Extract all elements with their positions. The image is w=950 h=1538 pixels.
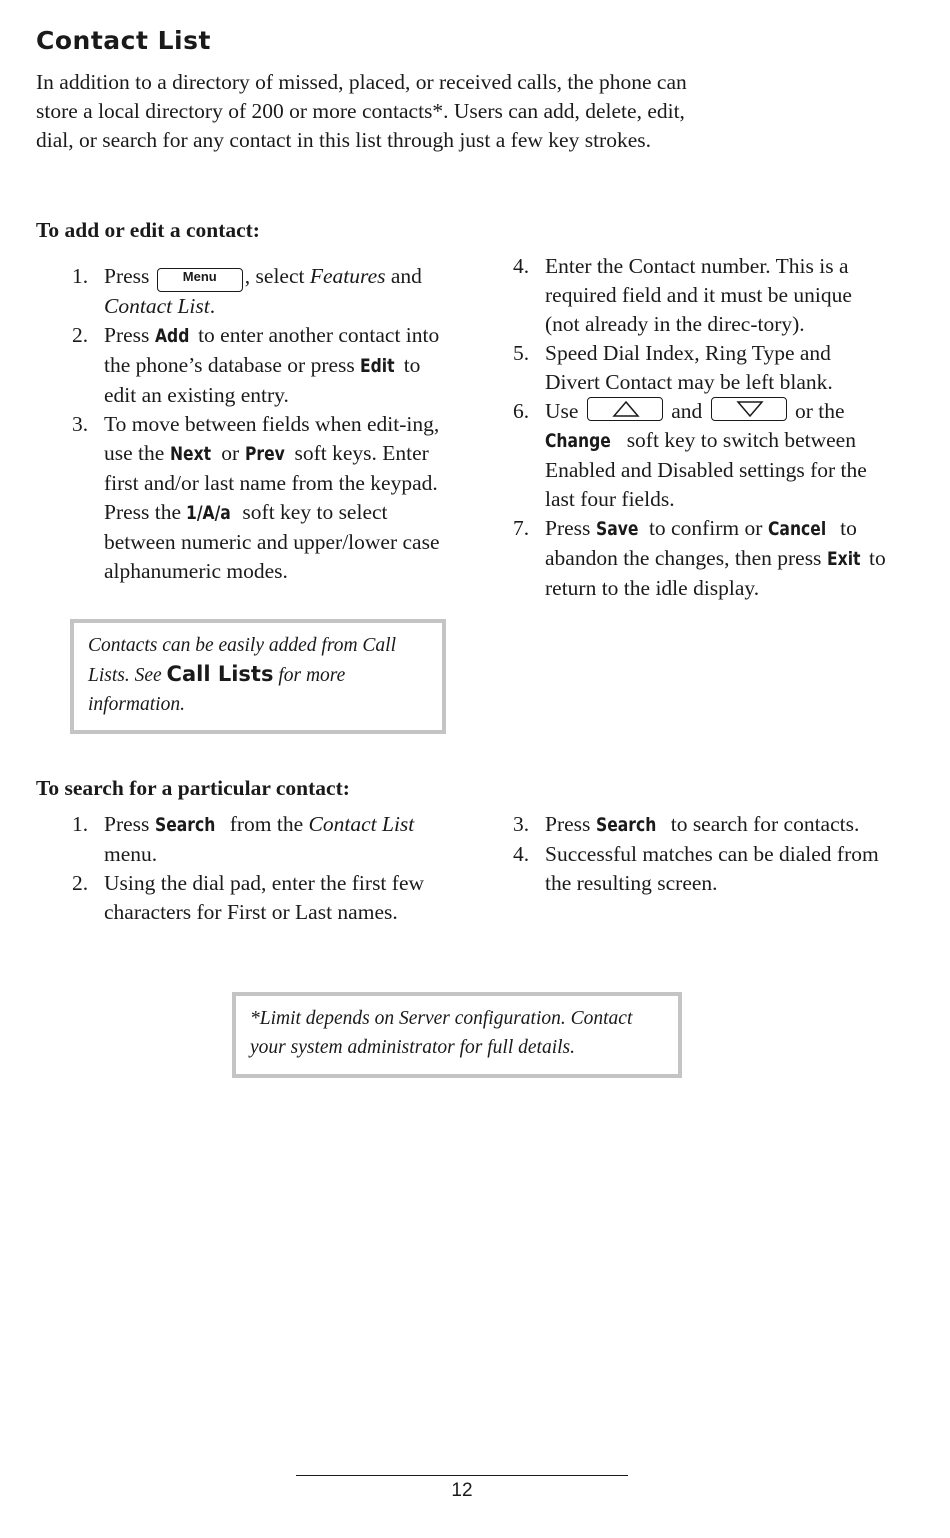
change-softkey: Change	[545, 430, 611, 452]
down-arrow-key-icon	[711, 397, 787, 421]
edit-softkey: Edit	[360, 355, 395, 377]
next-softkey: Next	[169, 443, 211, 465]
search-section-heading: To search for a particular contact:	[36, 776, 350, 800]
page-title: Contact List	[36, 26, 211, 55]
add-step-1: 1. Press Menu , select Features and Contact List.	[72, 264, 422, 318]
call-lists-note: Contacts can be easily added from Call Lists. See Call Lists for more information.	[70, 619, 446, 734]
page-number: 12	[451, 1480, 473, 1501]
search-steps-left	[36, 810, 446, 927]
up-arrow-key-icon	[587, 397, 663, 421]
add-step-7: 7. Press Save to confirm or Cancel to abandon the changes, then press Exit to return to the idle display.	[513, 516, 886, 600]
search-step-1: 1. Press Search from the Contact List menu.	[72, 812, 415, 866]
add-step-2: 2. Press Add to enter another contact into the phone’s database or press Edit to edit an existing entry.	[72, 323, 440, 407]
add-steps-right	[477, 252, 887, 603]
call-lists-reference: Call Lists	[166, 662, 274, 686]
search-step-3: 3. Press Search to search for contacts.	[477, 810, 897, 840]
add-step-4: 4. Enter the Contact number. This is a required field and it must be unique (not already in the direc-tory).	[513, 254, 852, 336]
add-steps-left	[36, 262, 446, 586]
footer-rule	[296, 1475, 628, 1476]
add-step-3: 3. To move between fields when edit-ing, use the Next or Prev soft keys. Enter first and/or last name from the keypad. Press the 1/A/a soft key to select between numeric and upper/lower case alphanumeric modes.	[72, 412, 440, 583]
add-step-6: 6. Use and or the Change soft key to switch between Enabled and Disabled settings for the last four fields.	[513, 399, 867, 511]
search-step-2: 2. Using the dial pad, enter the first few characters for First or Last names.	[72, 871, 425, 924]
menu-key-icon: Menu	[157, 268, 243, 292]
intro-paragraph: In addition to a directory of missed, placed, or received calls, the phone can store a local directory of 200 or more contacts*. Users can add, delete, edit, dial, or search for any contact in this list through just a few key strokes.	[36, 70, 687, 152]
footnote-box: *Limit depends on Server configuration. Contact your system administrator for full details.	[232, 992, 682, 1078]
cancel-softkey: Cancel	[767, 518, 826, 540]
search-step-4: 4. Successful matches can be dialed from the resulting screen.	[513, 842, 879, 895]
search-softkey: Search	[595, 814, 657, 836]
search-steps-right	[477, 810, 897, 898]
add-step-5: 5. Speed Dial Index, Ring Type and Divert Contact may be left blank.	[513, 341, 833, 394]
add-section-heading: To add or edit a contact:	[36, 218, 260, 242]
save-softkey: Save	[595, 518, 639, 540]
search-softkey: Search	[154, 814, 216, 836]
exit-softkey: Exit	[826, 548, 861, 570]
add-softkey: Add	[154, 325, 190, 347]
mode-softkey: 1/A/a	[186, 502, 232, 524]
prev-softkey: Prev	[244, 443, 285, 465]
